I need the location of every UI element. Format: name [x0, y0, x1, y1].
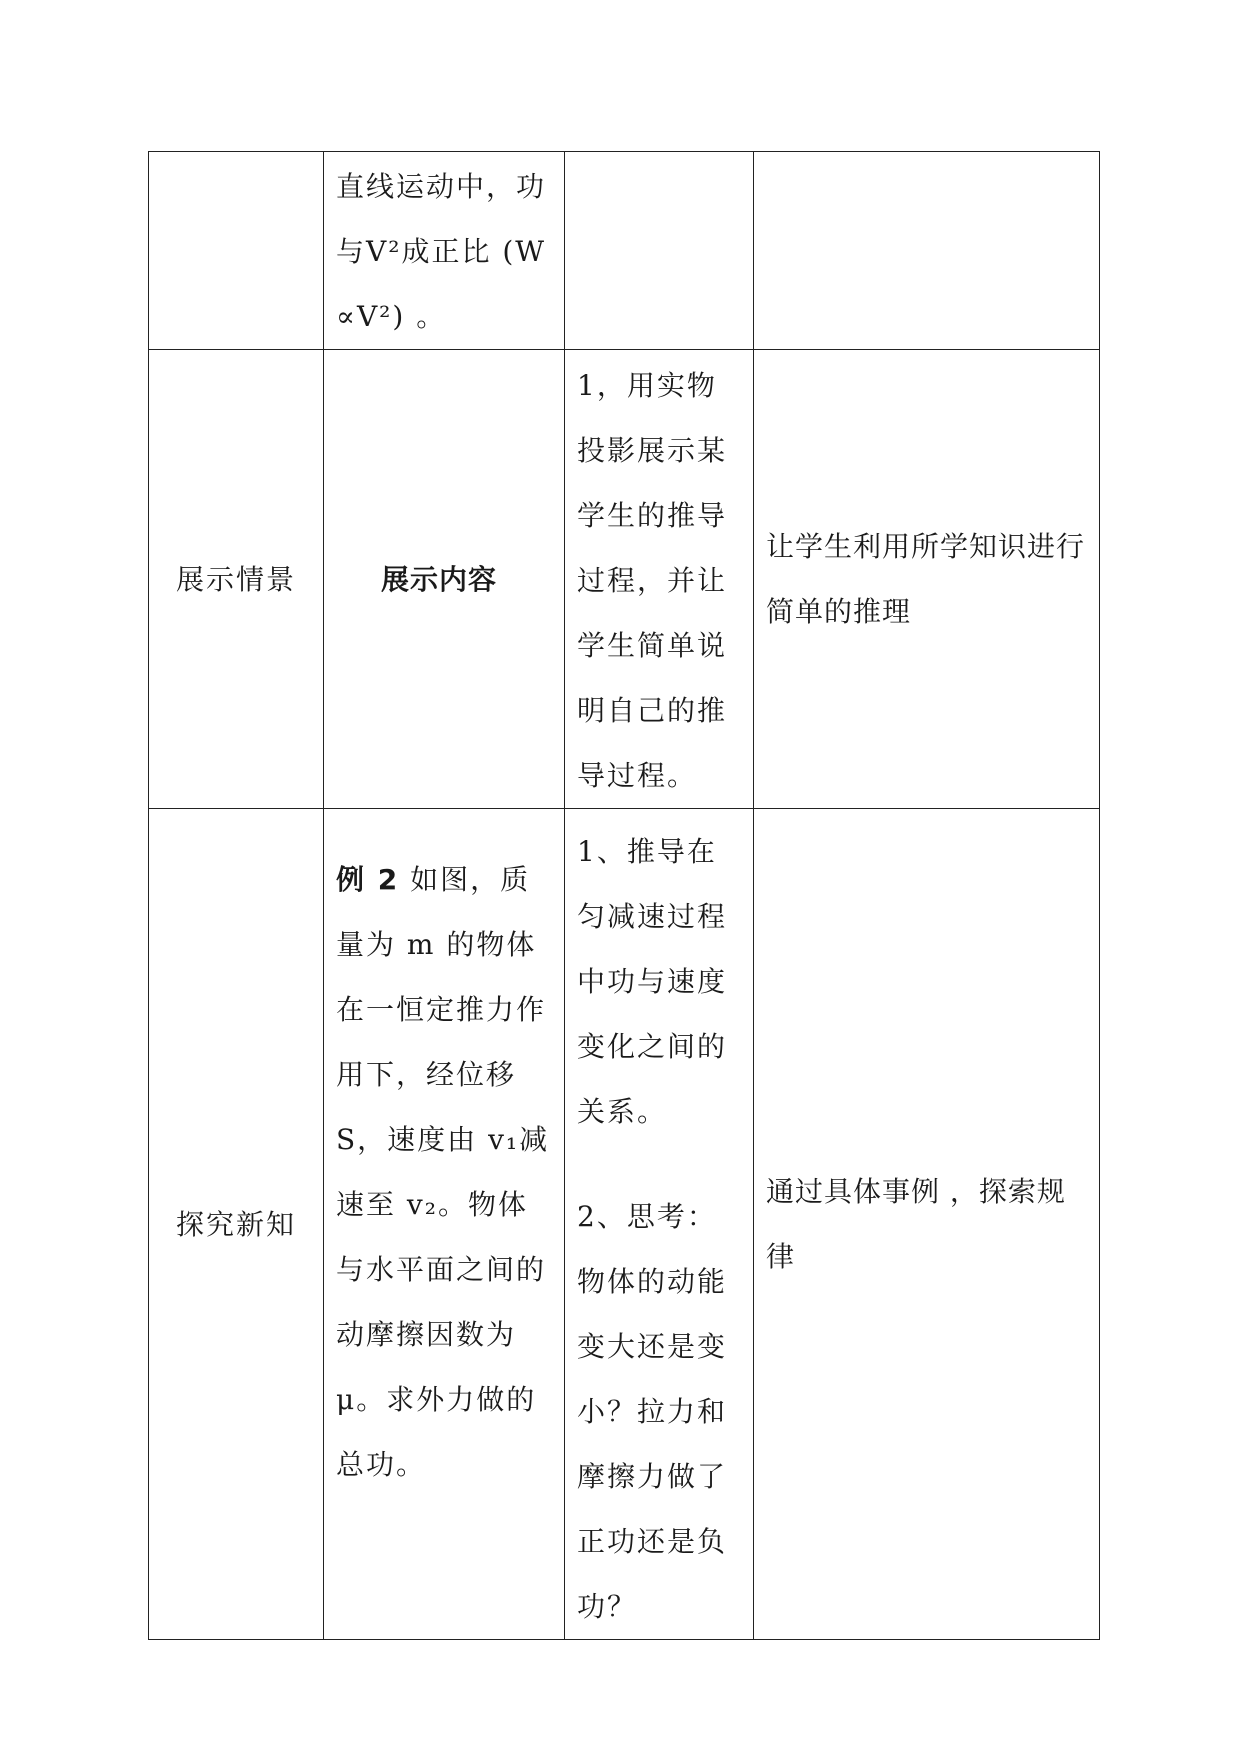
table-row: [149, 350, 1100, 809]
activity-text-1: 1、推导在匀减速过程中功与速度变化之间的关系。: [577, 835, 728, 1128]
intent-text: 让学生利用所学知识进行简单的推理: [766, 530, 1086, 628]
table-row: [149, 152, 1100, 350]
stage-cell: [149, 809, 324, 1640]
intent-text: 通过具体事例 ，探索规律: [766, 1175, 1066, 1273]
activity-cell: [565, 809, 754, 1640]
intent-cell: [754, 350, 1100, 809]
intent-cell: [754, 152, 1100, 350]
spacer: [565, 1144, 753, 1184]
activity-cell: [565, 350, 754, 809]
content-cell: [324, 809, 565, 1640]
content-cell: [324, 350, 565, 809]
lesson-plan-table: [148, 151, 1100, 1640]
table-row: [149, 809, 1100, 1640]
stage-cell: [149, 350, 324, 809]
content-cell: [324, 152, 565, 350]
content-title: 展示内容: [380, 562, 497, 596]
stage-label: 展示情景: [175, 562, 296, 596]
example-label: 例 2: [336, 863, 400, 896]
activity-text: 1，用实物投影展示某学生的推导过程，并让学生简单说明自己的推导过程。: [577, 369, 728, 792]
content-text: 直线运动中，功与V²成正比 (W∝V²) 。: [336, 170, 547, 333]
activity-cell: [565, 152, 754, 350]
activity-text-2: 2、思考：物体的动能变大还是变小？拉力和摩擦力做了正功还是负功？: [577, 1200, 728, 1623]
intent-cell: [754, 809, 1100, 1640]
stage-cell: [149, 152, 324, 350]
example-body: 如图，质量为 m 的物体在一恒定推力作用下，经位移 S，速度由 v₁减速至 v₂。物体与水平面之间的动摩擦因数为 μ。求外力做的总功。: [336, 863, 550, 1481]
stage-label: 探究新知: [175, 1207, 296, 1241]
example-text: [324, 809, 564, 1497]
